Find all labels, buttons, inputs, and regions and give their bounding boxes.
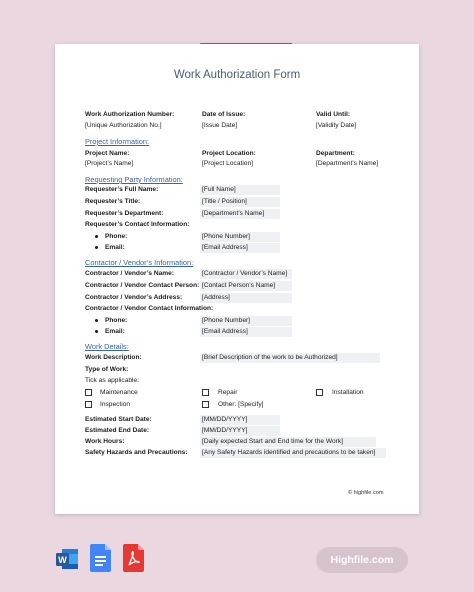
contact-person-label: Contractor / Vendor Contact Person: [85,282,200,289]
contractor-email-label: Email: [105,328,125,335]
project-heading: Project Information: [85,137,150,146]
installation-checkbox[interactable] [316,389,323,396]
form-page [55,44,419,514]
bullet-icon [95,246,98,249]
work-description-label: Work Description: [85,354,142,361]
svg-text:W: W [58,555,67,565]
requester-email-value: [Email Address] [202,244,248,251]
other-checkbox[interactable] [202,401,209,408]
other-option: Other: [Specify] [218,401,264,408]
maintenance-checkbox[interactable] [85,389,92,396]
bullet-icon [95,235,98,238]
contractor-phone-value: [Phone Number] [202,317,251,324]
bullet-icon [95,330,98,333]
work-heading: Work Details: [85,342,129,351]
contractor-address-label: Contractor / Vendor’s Address: [85,294,183,301]
auth-number-label: Work Authorization Number: [85,111,175,118]
requester-title-label: Requester’s Title: [85,198,141,205]
work-hours-label: Work Hours: [85,438,125,445]
work-description-value: [Brief Description of the work to be Authorized] [202,354,338,361]
department-value: [Department’s Name] [316,160,379,167]
project-name-value: [Project’s Name] [85,160,134,167]
inspection-option: Inspection [100,401,131,408]
valid-until-value: [Validity Date] [316,122,357,129]
date-issue-label: Date of Issue: [202,111,246,118]
end-date-label: Estimated End Date: [85,427,150,434]
contractor-name-label: Contractor / Vendor’s Name: [85,270,175,277]
repair-option: Repair [218,389,238,396]
google-docs-icon[interactable] [90,544,112,572]
requester-contact-label: Requester’s Contact Information: [85,221,190,228]
work-hours-value: [Daily expected Start and End time for the Work] [202,438,343,445]
requester-name-value: [Full Name] [202,186,236,193]
tick-label: Tick as applicable: [85,377,139,384]
requester-title-value: [Title / Position] [202,198,247,205]
bullet-icon [95,319,98,322]
department-label: Department: [316,150,355,157]
requester-phone-value: [Phone Number] [202,233,251,240]
contractor-heading: Contactor / Vendor’s Information: [85,258,194,267]
requester-email-label: Email: [105,244,125,251]
maintenance-option: Maintenance [100,389,138,396]
type-of-work-label: Type of Work: [85,366,129,373]
auth-number-value: [Unique Authorization No.] [85,122,162,129]
project-location-value: [Project Location] [202,160,253,167]
requester-department-label: Requester’s Department: [85,210,164,217]
installation-option: Installation [332,389,364,396]
pdf-icon[interactable] [123,544,145,572]
contractor-address-value: [Address] [202,294,230,301]
word-icon[interactable] [54,546,80,572]
start-date-value: [MM/DD/YYYY] [202,416,248,423]
valid-until-label: Valid Until: [316,111,351,118]
project-location-label: Project Location: [202,150,256,157]
contractor-email-value: [Email Address] [202,328,248,335]
repair-checkbox[interactable] [202,389,209,396]
requester-department-value: [Department’s Name] [202,210,265,217]
form-title: Work Authorization Form [173,69,301,81]
safety-label: Safety Hazards and Precautions: [85,449,188,456]
safety-value: [Any Safety Hazards identified and precautions to be taken] [202,449,376,456]
brand-button[interactable]: Highfile.com [316,547,408,573]
inspection-checkbox[interactable] [85,401,92,408]
contact-person-value: [Contact Person’s Name] [202,282,276,289]
requester-name-label: Requester’s Full Name: [85,186,159,193]
contractor-name-value: [Contractor / Vendor’s Name] [202,270,288,277]
end-date-value: [MM/DD/YYYY] [202,427,248,434]
start-date-label: Estimated Start Date: [85,416,152,423]
contractor-phone-label: Phone: [105,317,128,324]
requester-heading: Requesting Party Information: [85,175,183,184]
requester-phone-label: Phone: [105,233,128,240]
contractor-contact-label: Contractor / Vendor Contact Information: [85,305,214,312]
date-issue-value: [Issue Date] [202,122,238,129]
project-name-label: Project Name: [85,150,130,157]
footer-copyright: © highfile.com [348,490,384,496]
